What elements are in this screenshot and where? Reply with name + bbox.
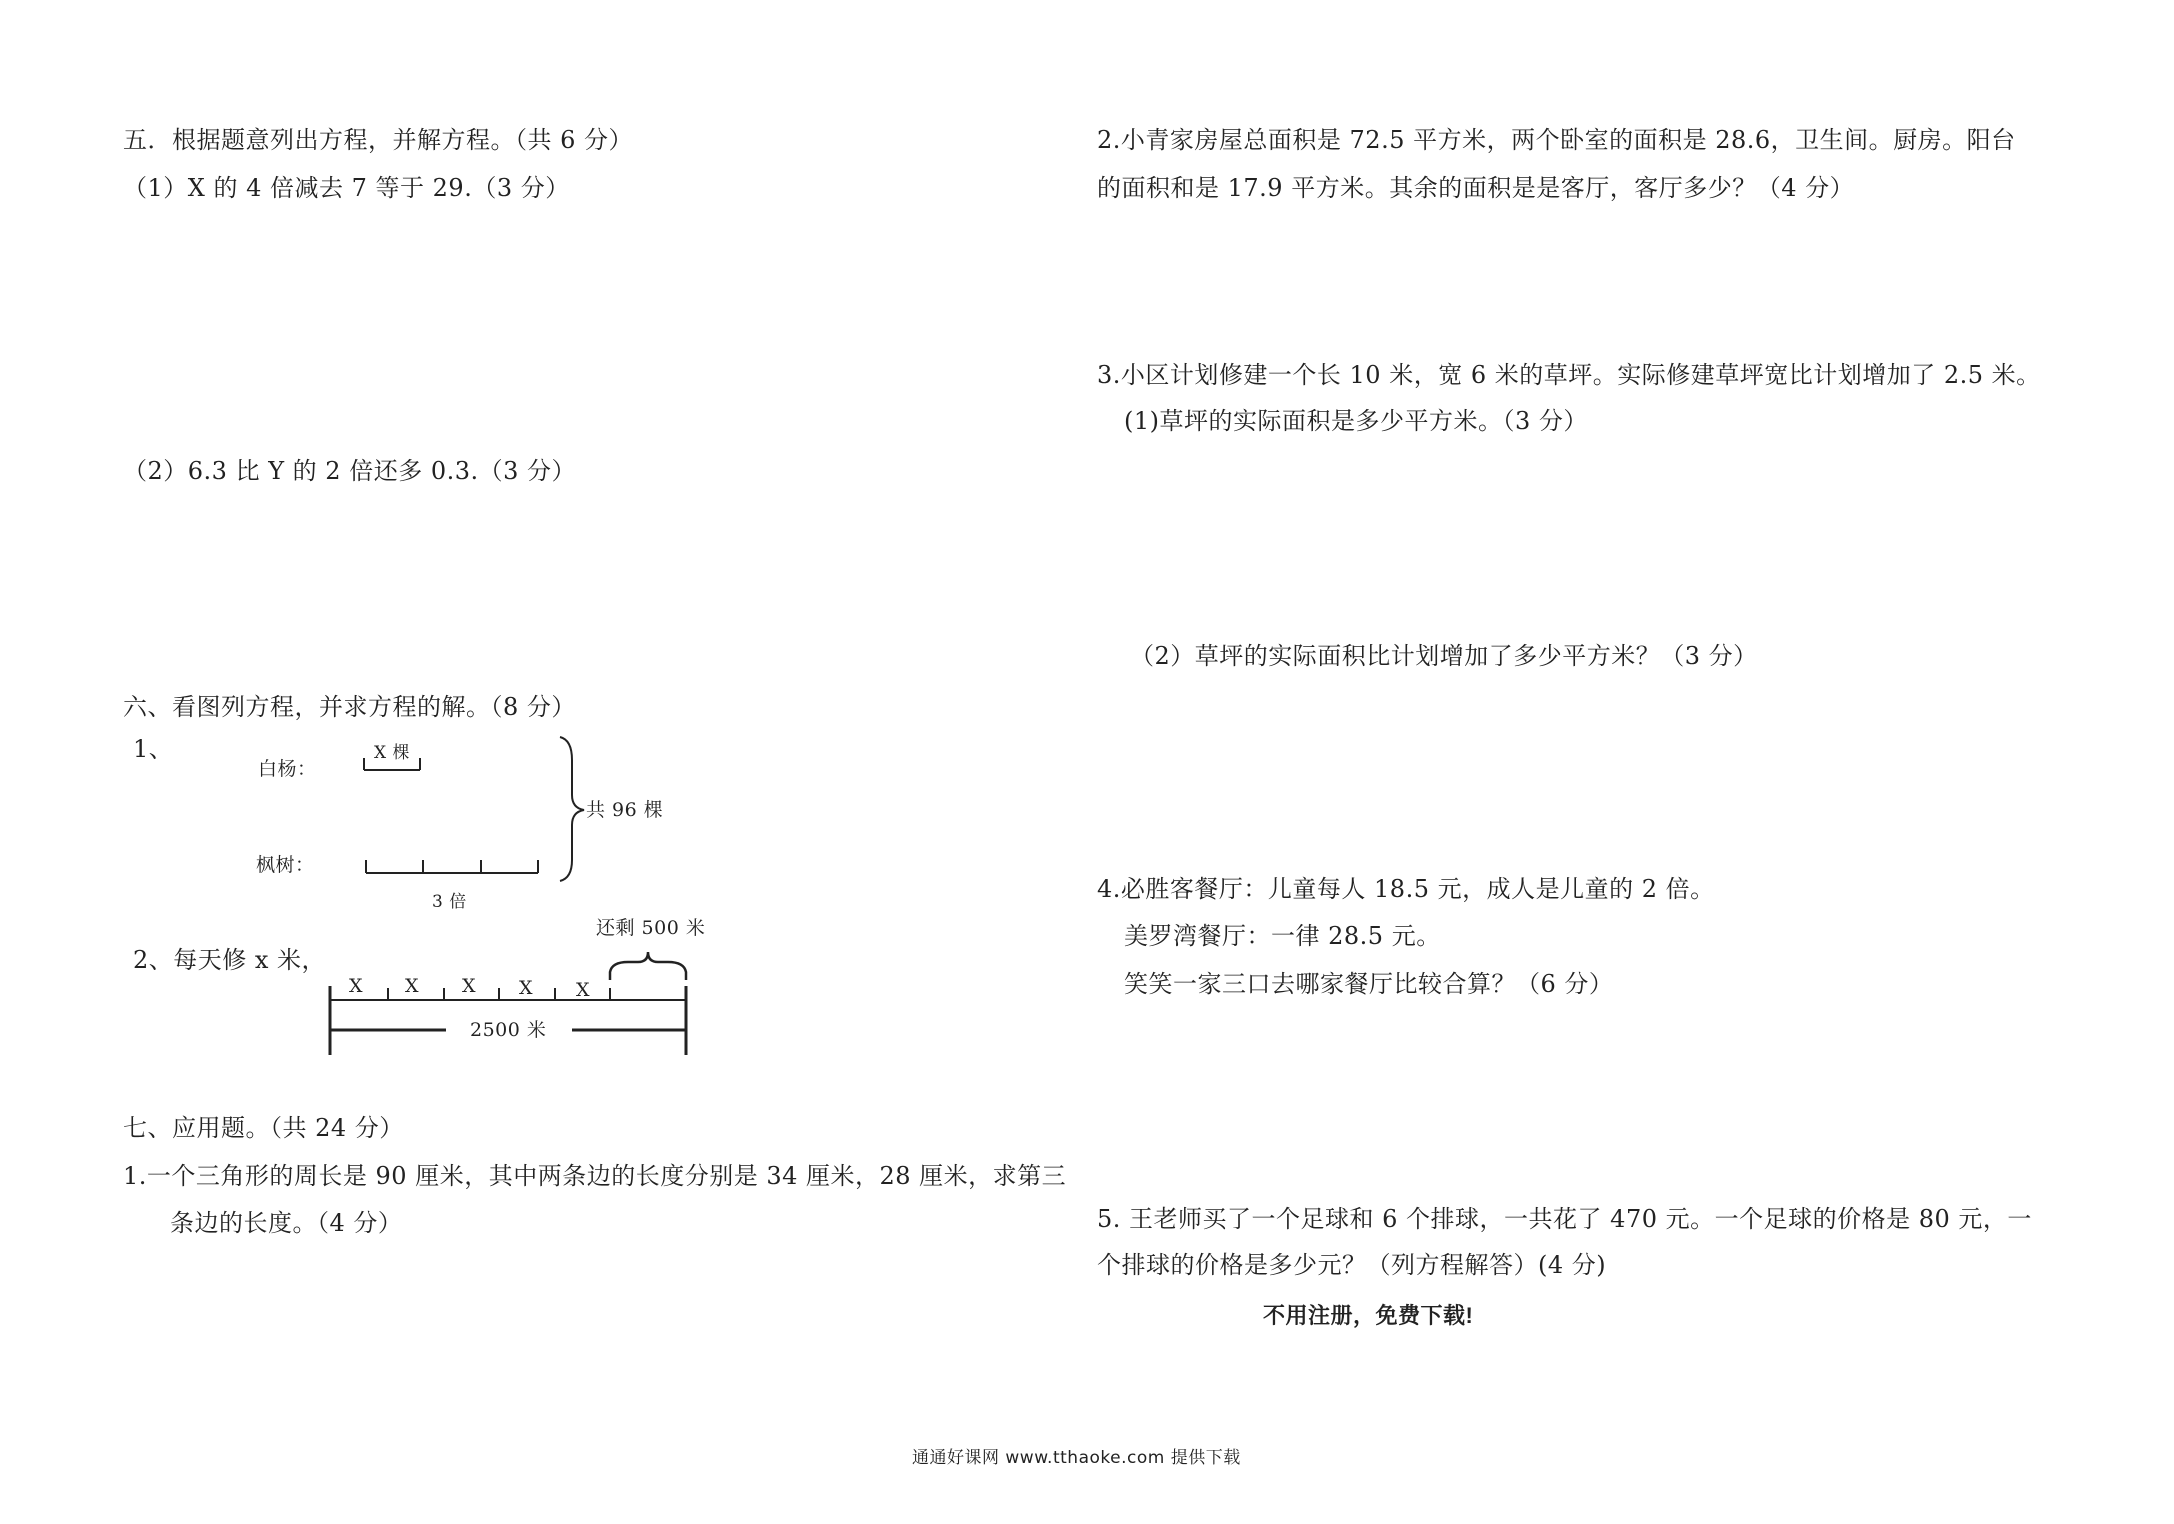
section-6-heading: 六、看图列方程，并求方程的解。（8 分） <box>123 693 576 721</box>
diagram-1-row2-label: 枫树： <box>256 854 315 876</box>
diagram-1-row1-mark: X 棵 <box>374 743 411 763</box>
section-7-heading: 七、应用题。（共 24 分） <box>123 1114 404 1142</box>
segment-mark-2: X <box>405 975 420 997</box>
maple-bar <box>366 860 538 873</box>
diagram-2-label: 2、每天修 x 米， <box>133 946 327 974</box>
footer-source: 通通好课网 www.tthaoke.com 提供下载 <box>912 1448 1241 1468</box>
question-4-line2: 美罗湾餐厅：一律 28.5 元。 <box>1124 922 1441 950</box>
question-3-line1: 3.小区计划修建一个长 10 米，宽 6 米的草坪。实际修建草坪宽比计划增加了 2.5 米。 <box>1097 361 2041 389</box>
total-brace <box>560 737 584 881</box>
question-5-1: （1）X 的 4 倍减去 7 等于 29.（3 分） <box>123 174 570 202</box>
poplar-bar <box>364 758 420 770</box>
question-2-line1: 2.小青家房屋总面积是 72.5 平方米，两个卧室的面积是 28.6，卫生间。厨房。阳台 <box>1097 126 2016 154</box>
question-3-sub1: (1)草坪的实际面积是多少平方米。（3 分） <box>1124 407 1588 435</box>
segment-mark-5: X <box>576 979 591 1001</box>
question-5-line2: 个排球的价格是多少元？（列方程解答）(4 分) <box>1097 1251 1607 1279</box>
diagram-1-total-label: 共 96 棵 <box>586 799 664 821</box>
question-5-line1: 5. 王老师买了一个足球和 6 个排球，一共花了 470 元。一个足球的价格是 80 元，一 <box>1097 1205 2032 1233</box>
question-7-1-line2: 条边的长度。（4 分） <box>170 1209 403 1237</box>
segment-mark-1: X <box>349 975 364 997</box>
total-length-label: 2500 米 <box>470 1019 547 1041</box>
diagram-1-number: 1、 <box>133 735 174 763</box>
question-4-line3: 笑笑一家三口去哪家餐厅比较合算？（6 分） <box>1124 970 1614 998</box>
segment-mark-4: X <box>519 977 534 999</box>
road-segments <box>330 988 686 1000</box>
question-2-line2: 的面积和是 17.9 平方米。其余的面积是是客厅，客厅多少？（4 分） <box>1097 174 1855 202</box>
segment-mark-3: X <box>462 975 477 997</box>
remain-brace <box>610 952 686 980</box>
section-5-heading: 五．根据题意列出方程，并解方程。（共 6 分） <box>123 126 634 154</box>
question-7-1-line1: 1.一个三角形的周长是 90 厘米，其中两条边的长度分别是 34 厘米，28 厘米，求第三 <box>123 1162 1067 1190</box>
question-4-line1: 4.必胜客餐厅：儿童每人 18.5 元，成人是儿童的 2 倍。 <box>1097 875 1715 903</box>
question-5-2: （2）6.3 比 Y 的 2 倍还多 0.3.（3 分） <box>123 457 577 485</box>
diagram-1-under-label: 3 倍 <box>432 892 467 912</box>
diagram-1-row1-label: 白杨： <box>258 758 317 780</box>
promo-text: 不用注册，免费下载! <box>1263 1303 1474 1328</box>
remain-label: 还剩 500 米 <box>596 917 706 939</box>
question-3-sub2: （2）草坪的实际面积比计划增加了多少平方米？（3 分） <box>1130 642 1758 670</box>
